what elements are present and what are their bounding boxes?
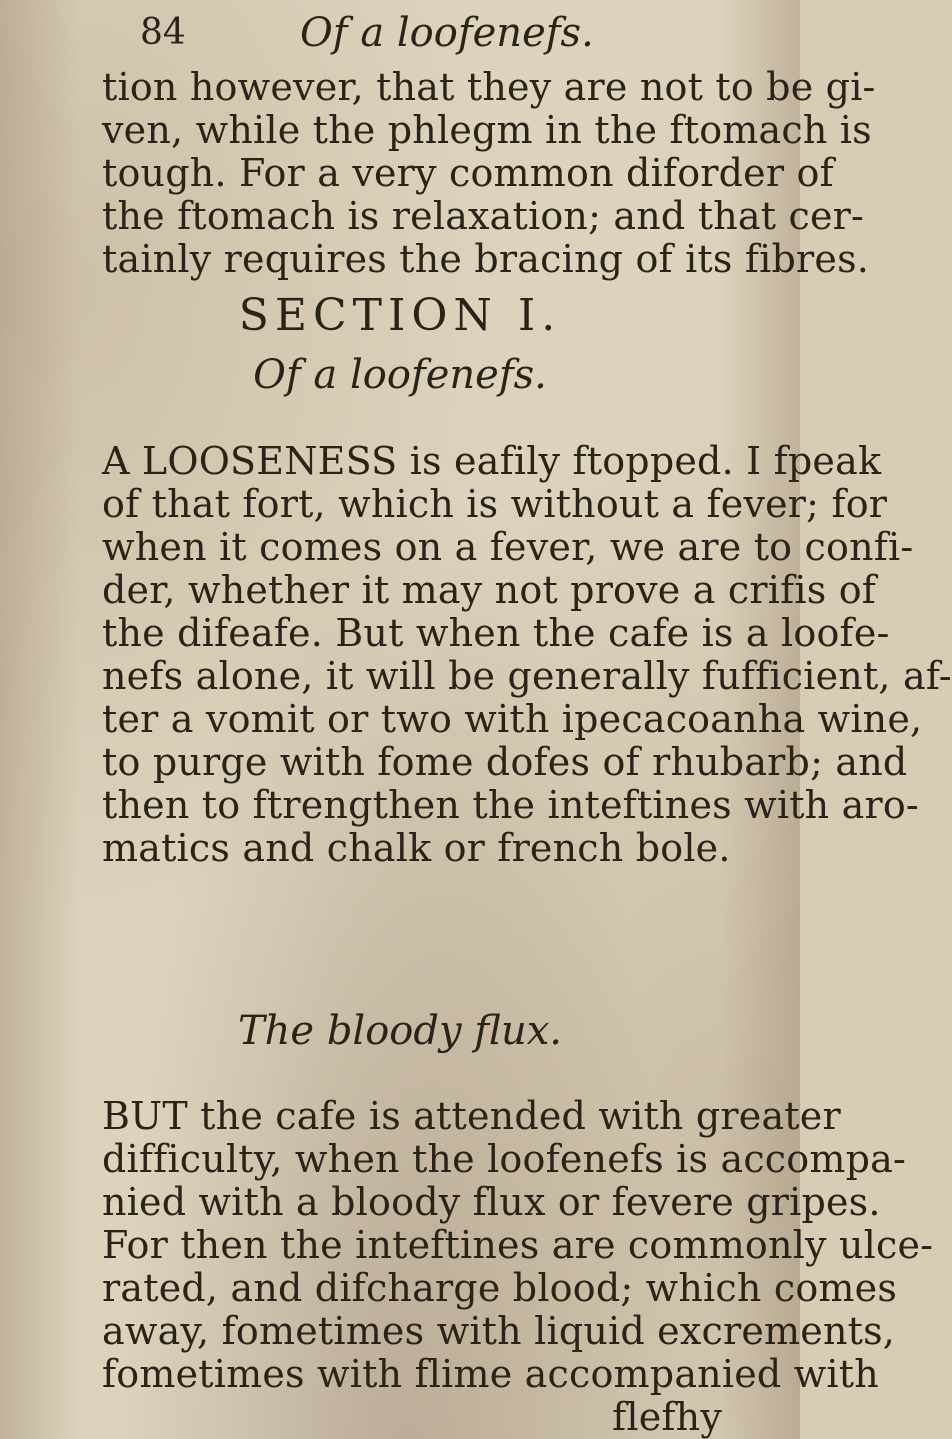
paragraph-continued xyxy=(102,65,876,281)
paragraph-looseness xyxy=(102,439,952,870)
section-subtitle: Of a loofenefs. xyxy=(253,352,547,398)
text-line: rated, and difcharge blood; which comes xyxy=(102,1266,898,1310)
text-line: tough. For a very common diforder of xyxy=(102,151,834,195)
text-line: matics and chalk or french bole. xyxy=(102,826,731,870)
text-line: of that fort, which is without a fever; for xyxy=(102,482,888,526)
text-line: For then the inteftines are commonly ulce- xyxy=(102,1223,934,1267)
text-line: to purge with fome dofes of rhubarb; and xyxy=(102,740,908,784)
text-line: the ftomach is relaxation; and that cer- xyxy=(102,194,865,238)
text-line: BUT the cafe is attended with greater xyxy=(102,1094,841,1138)
text-line: the difeafe. But when the cafe is a loofe- xyxy=(102,611,890,655)
text-line: then to ftrengthen the inteftines with aro- xyxy=(102,783,919,827)
subsection-subtitle: The bloody flux. xyxy=(237,1008,563,1054)
text-line: flefhy xyxy=(612,1395,722,1439)
section-heading: SECTION I. xyxy=(238,290,562,341)
text-line: when it comes on a fever, we are to confi- xyxy=(102,525,914,569)
text-line: nied with a bloody flux or fevere gripes. xyxy=(102,1180,881,1224)
running-title: Of a loofenefs. xyxy=(300,10,594,56)
text-line: tainly requires the bracing of its fibres. xyxy=(102,237,870,281)
text-line: difficulty, when the loofenefs is accompa- xyxy=(102,1137,907,1181)
text-line: ter a vomit or two with ipecacoanha wine, xyxy=(102,697,923,741)
text-line: away, fometimes with liquid excrements, xyxy=(102,1309,896,1353)
text-line: der, whether it may not prove a crifis of xyxy=(102,568,877,612)
text-line: ven, while the phlegm in the ftomach is xyxy=(102,108,872,152)
text-line: fometimes with flime accompanied with xyxy=(102,1352,879,1396)
text-line: nefs alone, it will be generally fufficient, af- xyxy=(102,654,952,698)
text-line: A LOOSENESS is eafily ftopped. I fpeak xyxy=(102,439,882,483)
paragraph-bloody-flux xyxy=(102,1094,934,1439)
page-number: 84 xyxy=(140,12,186,53)
text-line: tion however, that they are not to be gi- xyxy=(102,65,876,109)
